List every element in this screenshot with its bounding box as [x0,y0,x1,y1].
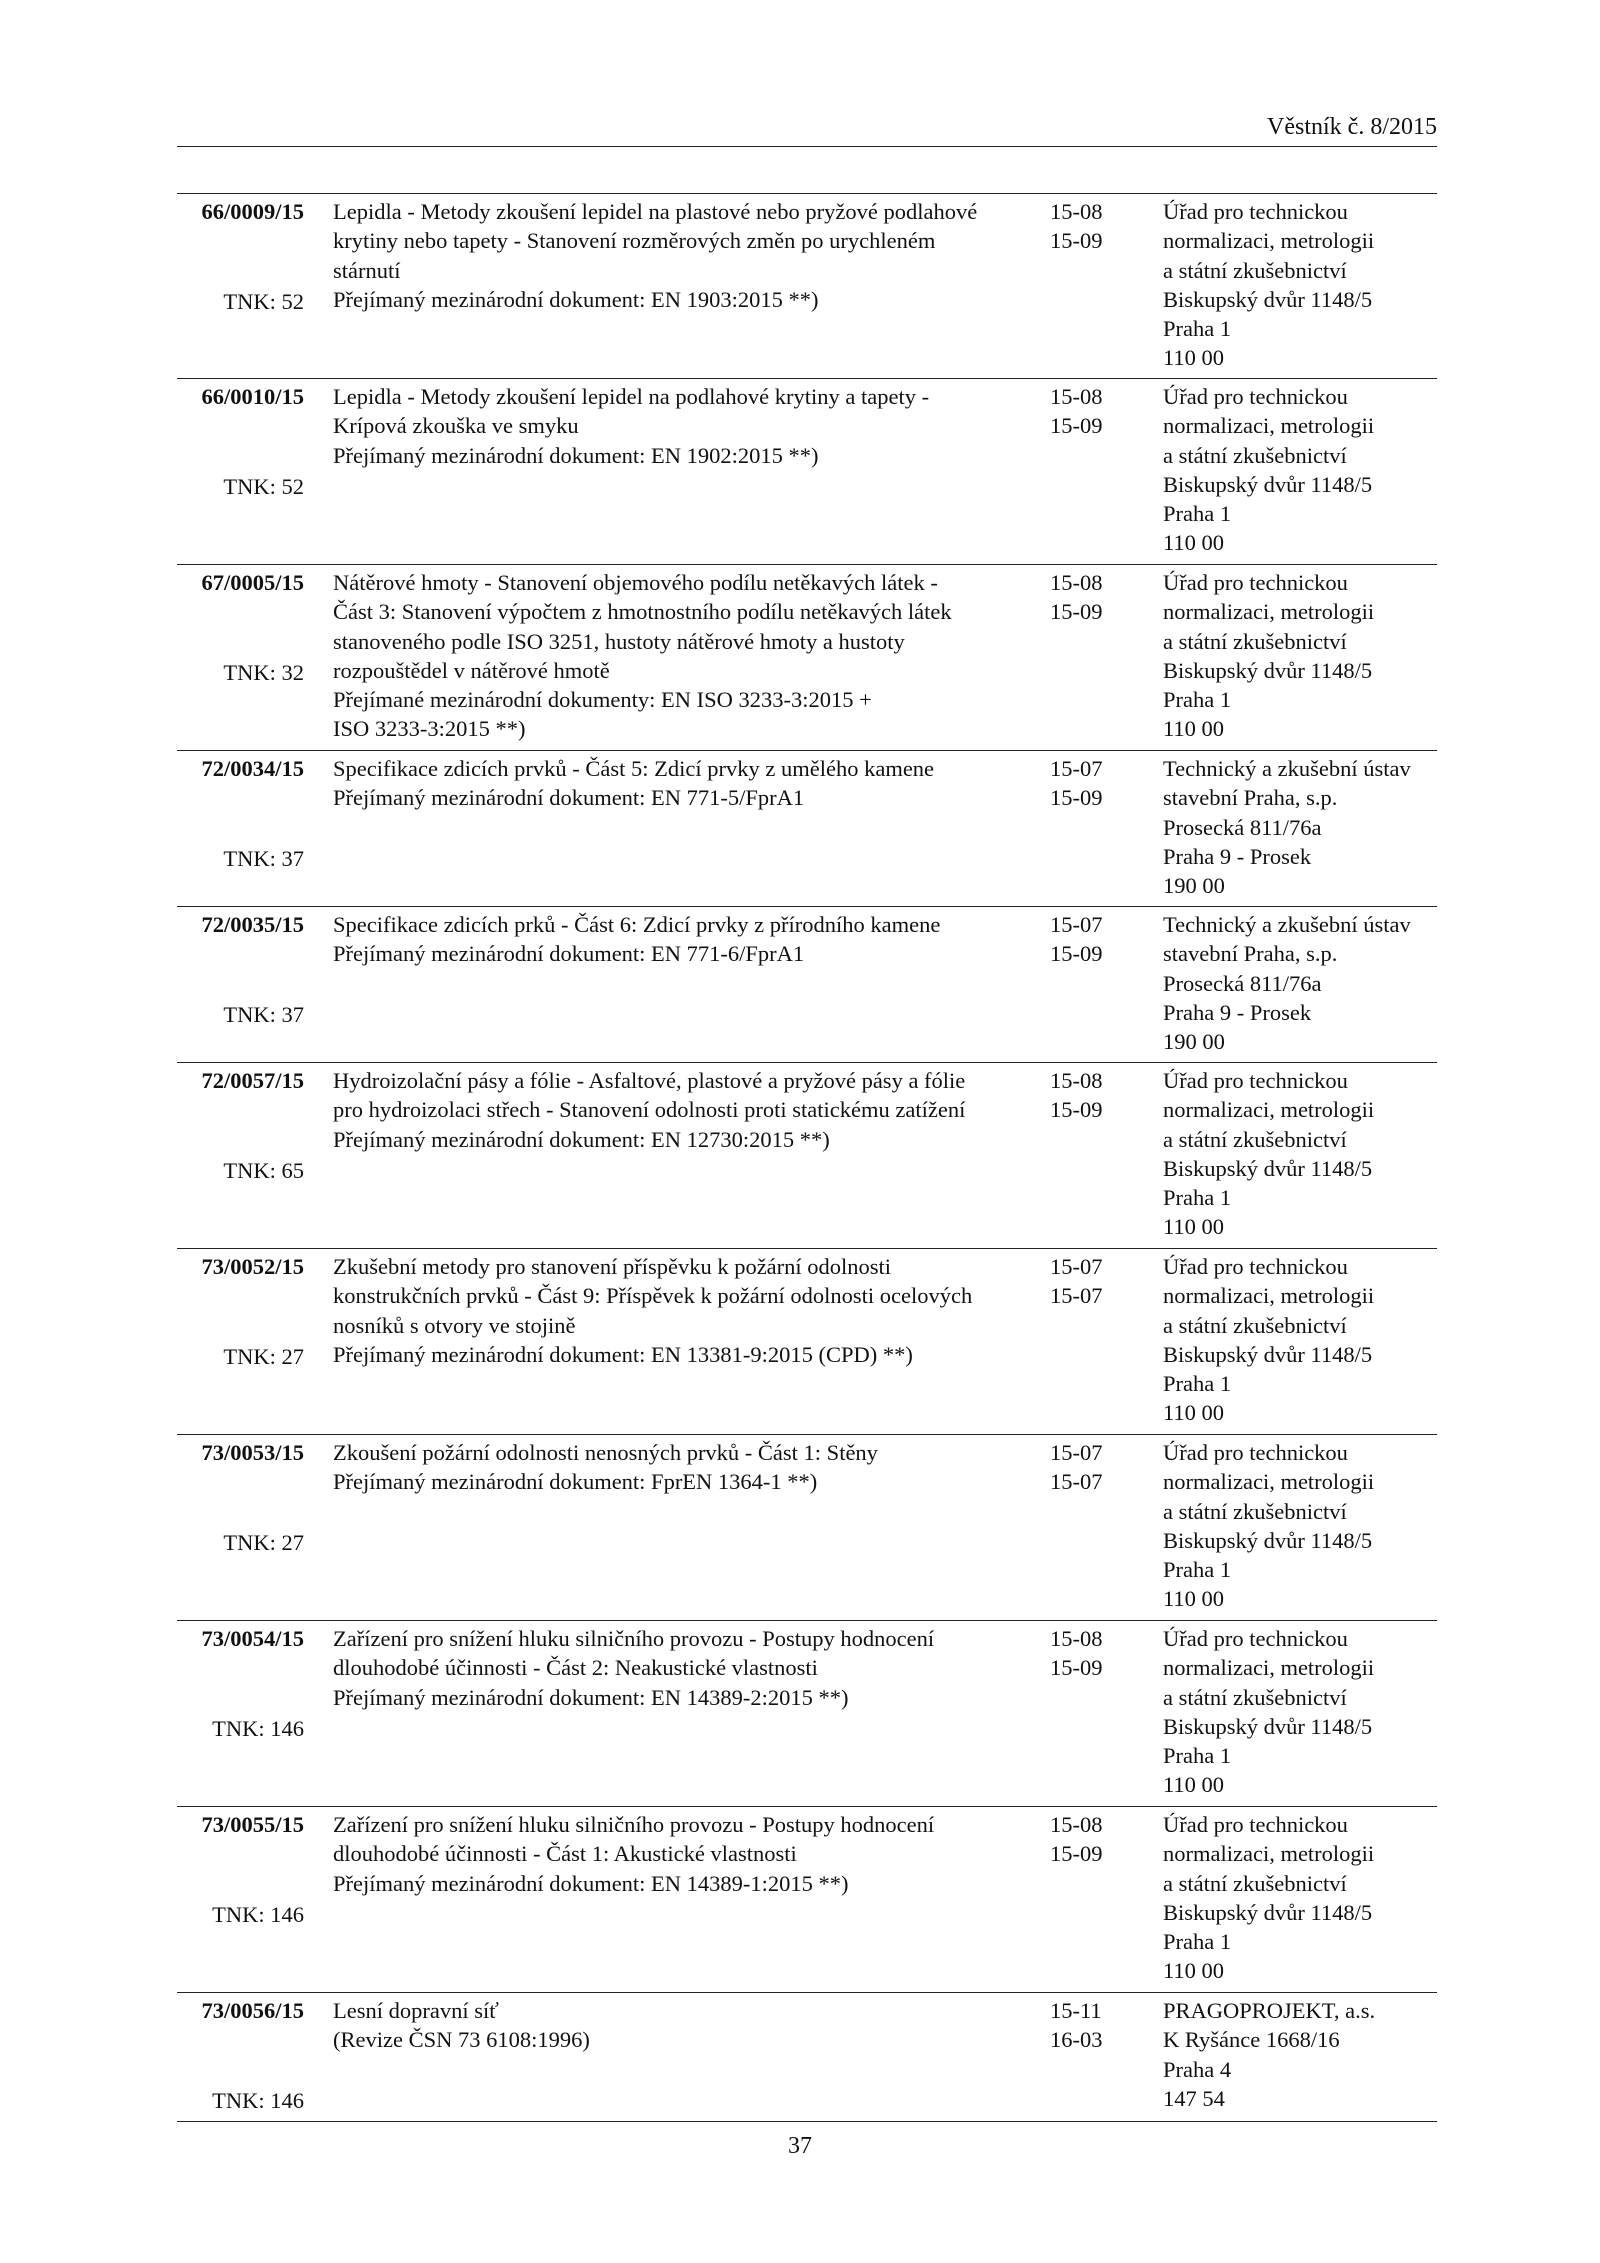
address-line: 190 00 [1163,1029,1225,1055]
address-line: Úřad pro technickou [1163,199,1348,224]
description-line: Přejímané mezinárodní dokumenty: EN ISO 3233-3:2015 + [333,687,872,713]
entry-number: 73/0054/15 [201,1626,304,1651]
entry-dates [1050,1810,1120,1869]
date-value: 15-07 [1050,1283,1103,1309]
address-line: Technický a zkušební ústav [1163,912,1411,937]
description-line: nosníků s otvory ve stojině [333,1312,576,1338]
address-line: Úřad pro technickou [1163,384,1348,409]
address-line: Biskupský dvůr 1148/5 [1163,1713,1373,1739]
entry-dates [1050,910,1120,969]
entry-processor-address [1163,568,1443,744]
description-line: Zařízení pro snížení hluku silničního provozu - Postupy hodnocení [333,1812,935,1837]
table-row [177,1062,1437,1248]
entry-dates [1050,754,1120,813]
date-value: 16-03 [1050,2027,1103,2053]
entry-tnk: TNK: 52 [223,289,304,314]
entry-tnk: TNK: 27 [223,1344,304,1369]
address-line: a státní zkušebnictví [1163,1126,1347,1152]
entry-number: 72/0034/15 [201,756,304,781]
entry-number: 67/0005/15 [201,570,304,595]
description-line: Nátěrové hmoty - Stanovení objemového podílu netěkavých látek - [333,570,938,595]
entry-processor-address [1163,1252,1443,1428]
table-row [177,1806,1437,1992]
address-line: Úřad pro technickou [1163,1440,1348,1465]
date-value: 15-09 [1050,413,1103,439]
entry-processor-address [1163,1066,1443,1242]
table-row [177,1992,1437,2122]
address-line: a státní zkušebnictví [1163,1870,1347,1896]
description-line: konstrukčních prvků - Část 9: Příspěvek k požární odolnosti ocelových [333,1283,973,1309]
entry-tnk: TNK: 37 [223,1002,304,1027]
entry-id-cell [177,754,304,871]
description-line: Přejímaný mezinárodní dokument: EN 13381-9:2015 (CPD) **) [333,1341,913,1367]
address-line: stavební Praha, s.p. [1163,941,1338,967]
date-value: 15-07 [1050,1440,1103,1465]
address-line: K Ryšánce 1668/16 [1163,2027,1340,2053]
entry-dates [1050,1996,1120,2055]
entry-processor-address [1163,1996,1443,2113]
entry-id-cell [177,1624,304,1741]
description-line: rozpouštědel v nátěrové hmotě [333,657,610,683]
date-value: 15-08 [1050,570,1103,595]
address-line: Praha 1 [1163,501,1232,527]
address-line: 190 00 [1163,873,1225,899]
date-value: 15-07 [1050,1254,1103,1279]
address-line: 110 00 [1163,1958,1225,1984]
address-line: Praha 1 [1163,316,1232,342]
description-line: Lepidla - Metody zkoušení lepidel na plastové nebo pryžové podlahové [333,199,978,224]
address-line: normalizaci, metrologii [1163,599,1375,625]
address-line: Biskupský dvůr 1148/5 [1163,1527,1373,1553]
address-line: a státní zkušebnictví [1163,442,1347,468]
table-row [177,378,1437,564]
table-row [177,193,1437,378]
address-line: 110 00 [1163,1214,1225,1240]
address-line: Praha 9 - Prosek [1163,843,1312,869]
address-line: normalizaci, metrologii [1163,1469,1375,1495]
description-line: Zkoušení požární odolnosti nenosných prvků - Část 1: Stěny [333,1440,878,1465]
entry-id-cell [177,1996,304,2113]
address-line: Praha 1 [1163,1929,1232,1955]
entry-id-cell [177,568,304,685]
entry-tnk: TNK: 32 [223,660,304,685]
address-line: Biskupský dvůr 1148/5 [1163,1155,1373,1181]
address-line: Úřad pro technickou [1163,1068,1348,1093]
address-line: Úřad pro technickou [1163,1254,1348,1279]
address-line: PRAGOPROJEKT, a.s. [1163,1998,1376,2023]
description-line: Hydroizolační pásy a fólie - Asfaltové, plastové a pryžové pásy a fólie [333,1068,966,1093]
entry-processor-address [1163,197,1443,373]
address-line: Biskupský dvůr 1148/5 [1163,1899,1373,1925]
description-line: Přejímaný mezinárodní dokument: EN 14389-1:2015 **) [333,1870,849,1896]
address-line: normalizaci, metrologii [1163,1655,1375,1681]
entry-number: 66/0009/15 [201,199,304,224]
entry-dates [1050,197,1120,256]
entry-dates [1050,1438,1120,1497]
entry-number: 73/0052/15 [201,1254,304,1279]
description-line: Lepidla - Metody zkoušení lepidel na podlahové krytiny a tapety - [333,384,930,409]
address-line: Praha 1 [1163,1557,1232,1583]
entry-id-cell [177,1252,304,1369]
description-line: stanoveného podle ISO 3251, hustoty nátěrové hmoty a hustoty [333,628,905,654]
entry-dates [1050,1624,1120,1683]
entry-number: 73/0053/15 [201,1440,304,1465]
date-value: 15-09 [1050,1841,1103,1867]
address-line: Praha 1 [1163,1371,1232,1397]
description-line: (Revize ČSN 73 6108:1996) [333,2027,590,2053]
description-line: dlouhodobé účinnosti - Část 1: Akustické vlastnosti [333,1841,797,1867]
address-line: a státní zkušebnictví [1163,1498,1347,1524]
address-line: Praha 4 [1163,2056,1232,2082]
entry-dates [1050,1066,1120,1125]
date-value: 15-07 [1050,1469,1103,1495]
address-line: Úřad pro technickou [1163,1626,1348,1651]
date-value: 15-08 [1050,199,1103,224]
description-line: Přejímaný mezinárodní dokument: EN 12730:2015 **) [333,1126,830,1152]
entry-tnk: TNK: 65 [223,1158,304,1183]
address-line: Biskupský dvůr 1148/5 [1163,286,1373,312]
entry-tnk: TNK: 52 [223,474,304,499]
entry-id-cell [177,910,304,1027]
address-line: 110 00 [1163,530,1225,556]
description-line: krytiny nebo tapety - Stanovení rozměrových změn po urychleném [333,228,936,254]
address-line: 110 00 [1163,716,1225,742]
date-value: 15-09 [1050,1655,1103,1681]
address-line: a státní zkušebnictví [1163,628,1347,654]
table-row [177,1248,1437,1434]
address-line: Úřad pro technickou [1163,570,1348,595]
entry-processor-address [1163,1810,1443,1986]
entry-id-cell [177,382,304,499]
description-line: Přejímaný mezinárodní dokument: EN 771-5/FprA1 [333,785,805,811]
address-line: Praha 9 - Prosek [1163,999,1312,1025]
address-line: normalizaci, metrologii [1163,413,1375,439]
table-row [177,906,1437,1062]
entry-dates [1050,568,1120,627]
entry-number: 73/0056/15 [201,1998,304,2023]
address-line: normalizaci, metrologii [1163,1841,1375,1867]
entry-processor-address [1163,1438,1443,1614]
date-value: 15-07 [1050,756,1103,781]
description-line: dlouhodobé účinnosti - Část 2: Neakustické vlastnosti [333,1655,818,1681]
entry-number: 66/0010/15 [201,384,304,409]
date-value: 15-09 [1050,785,1103,811]
table-row [177,1434,1437,1620]
entry-number: 72/0057/15 [201,1068,304,1093]
entry-number: 72/0035/15 [201,912,304,937]
address-line: a státní zkušebnictví [1163,1684,1347,1710]
description-line: Specifikace zdicích prků - Část 6: Zdicí prvky z přírodního kamene [333,912,941,937]
page-header-title: Věstník č. 8/2015 [1267,114,1437,140]
address-line: Prosecká 811/76a [1163,814,1322,840]
description-line: Krípová zkouška ve smyku [333,413,579,439]
table-row [177,750,1437,906]
date-value: 15-07 [1050,912,1103,937]
table-row [177,1620,1437,1806]
address-line: Úřad pro technickou [1163,1812,1348,1837]
date-value: 15-09 [1050,1097,1103,1123]
address-line: 110 00 [1163,1772,1225,1798]
description-line: Zařízení pro snížení hluku silničního provozu - Postupy hodnocení [333,1626,935,1651]
entry-tnk: TNK: 146 [212,1716,304,1741]
address-line: Biskupský dvůr 1148/5 [1163,471,1373,497]
address-line: 147 54 [1163,2085,1225,2111]
entry-tnk: TNK: 37 [223,846,304,871]
entry-tnk: TNK: 146 [212,1902,304,1927]
address-line: Praha 1 [1163,1743,1232,1769]
address-line: Praha 1 [1163,1185,1232,1211]
entry-id-cell [177,1438,304,1555]
page-number: 37 [788,2133,812,2159]
entry-id-cell [177,1810,304,1927]
entry-id-cell [177,197,304,314]
address-line: Biskupský dvůr 1148/5 [1163,657,1373,683]
entry-dates [1050,1252,1120,1311]
entry-processor-address [1163,1624,1443,1800]
description-line: ISO 3233-3:2015 **) [333,716,526,742]
address-line: 110 00 [1163,1586,1225,1612]
description-line: Přejímaný mezinárodní dokument: EN 14389-2:2015 **) [333,1684,849,1710]
address-line: Technický a zkušební ústav [1163,756,1411,781]
date-value: 15-09 [1050,599,1103,625]
address-line: normalizaci, metrologii [1163,1097,1375,1123]
entry-id-cell [177,1066,304,1183]
description-line: Lesní dopravní síť [333,1998,499,2023]
date-value: 15-08 [1050,1626,1103,1651]
address-line: normalizaci, metrologii [1163,228,1375,254]
entry-tnk: TNK: 146 [212,2088,304,2113]
entry-processor-address [1163,754,1443,900]
date-value: 15-08 [1050,1812,1103,1837]
date-value: 15-09 [1050,228,1103,254]
description-line: Zkušební metody pro stanovení příspěvku k požární odolnosti [333,1254,892,1279]
description-line: Přejímaný mezinárodní dokument: EN 1902:2015 **) [333,442,819,468]
address-line: Praha 1 [1163,687,1232,713]
entry-processor-address [1163,382,1443,558]
entry-number: 73/0055/15 [201,1812,304,1837]
description-line: Specifikace zdicích prvků - Část 5: Zdicí prvky z umělého kamene [333,756,935,781]
header-rule [177,146,1437,147]
table-row [177,564,1437,750]
address-line: Prosecká 811/76a [1163,970,1322,996]
description-line: Část 3: Stanovení výpočtem z hmotnostního podílu netěkavých látek [333,599,952,625]
entry-tnk: TNK: 27 [223,1530,304,1555]
description-line: Přejímaný mezinárodní dokument: EN 771-6/FprA1 [333,941,805,967]
address-line: stavební Praha, s.p. [1163,785,1338,811]
address-line: 110 00 [1163,345,1225,371]
date-value: 15-11 [1050,1998,1102,2023]
address-line: Biskupský dvůr 1148/5 [1163,1341,1373,1367]
address-line: normalizaci, metrologii [1163,1283,1375,1309]
description-line: stárnutí [333,257,401,283]
date-value: 15-08 [1050,384,1103,409]
entries-table [177,193,1437,2122]
date-value: 15-09 [1050,941,1103,967]
date-value: 15-08 [1050,1068,1103,1093]
address-line: 110 00 [1163,1400,1225,1426]
description-line: Přejímaný mezinárodní dokument: FprEN 1364-1 **) [333,1469,818,1495]
entry-dates [1050,382,1120,441]
description-line: pro hydroizolaci střech - Stanovení odolnosti proti statickému zatížení [333,1097,966,1123]
address-line: a státní zkušebnictví [1163,257,1347,283]
description-line: Přejímaný mezinárodní dokument: EN 1903:2015 **) [333,286,819,312]
address-line: a státní zkušebnictví [1163,1312,1347,1338]
entry-processor-address [1163,910,1443,1056]
